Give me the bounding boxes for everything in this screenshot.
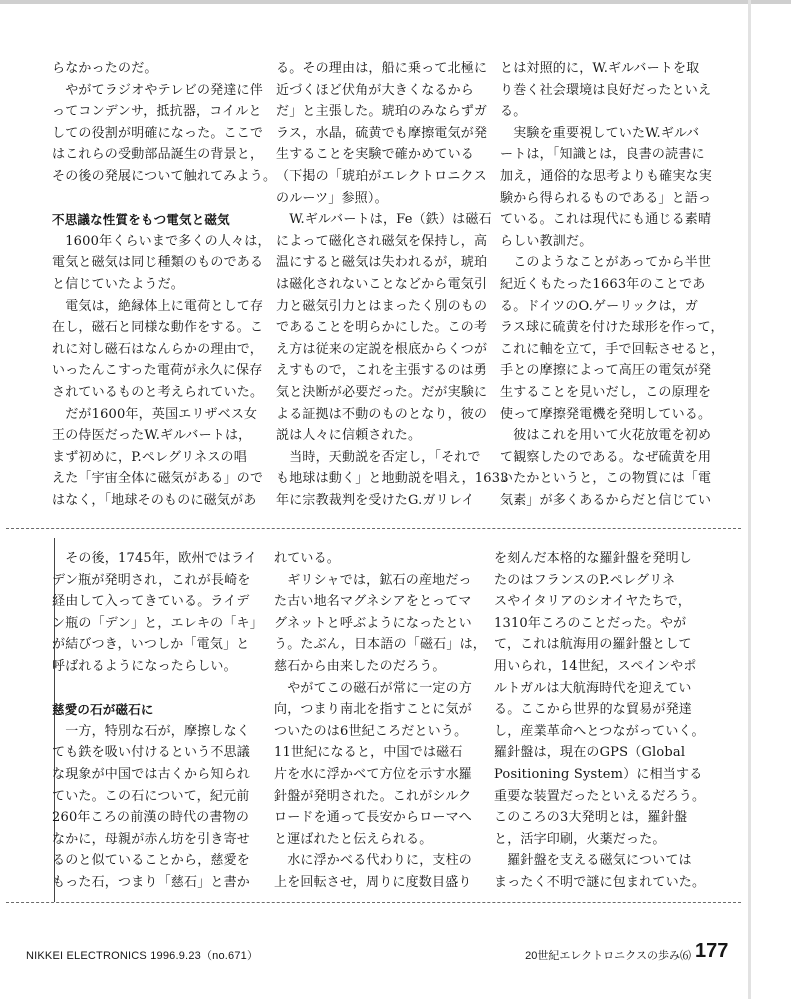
text-line: のルーツ」参照）。 — [276, 190, 388, 206]
text-line: W.ギルバートは，Fe（鉄）は磁石 — [276, 212, 492, 228]
text-line: なかに，母親が赤ん坊を引き寄せ — [52, 831, 251, 847]
text-line: が結びつき，いつしか「電気」と — [52, 637, 250, 653]
text-line: て，これは航海用の羅針盤として — [494, 637, 692, 653]
text-line: 年に宗教裁判を受けたG.ガリレイ — [276, 492, 475, 508]
column-1 — [52, 58, 276, 511]
text-line: とは対照的に，W.ギルバートを取 — [500, 61, 700, 76]
text-line: 水に浮かべる代わりに，支柱の — [274, 853, 473, 869]
text-line: れている。 — [274, 551, 341, 566]
text-line: 当時，天動説を否定し，「それで — [276, 449, 481, 465]
section-heading: 不思議な性質をもつ電気と磁気 — [52, 212, 230, 228]
text-line: る。ここから世界的な貿易が発達 — [494, 702, 693, 718]
text-line: いたかというと，この物質には「電 — [500, 471, 712, 487]
text-line: 経由して入ってきている。ライデ — [52, 594, 250, 610]
page-number: 177 — [695, 940, 729, 962]
text-line: 生することを実験で確かめている — [276, 147, 475, 163]
text-line: 呼ばれるようになったらしい。 — [52, 658, 237, 674]
text-line: るのと似ていることから，慈愛を — [52, 853, 251, 869]
text-line: 在し，磁石と同様な動作をする。こ — [52, 320, 264, 336]
section-heading: 慈愛の石が磁石に — [52, 702, 154, 718]
text-line: デン瓶が発明され，これが長崎を — [52, 572, 251, 588]
text-line: 向，つまり南北を指すことに気が — [274, 702, 473, 718]
section-divider-top — [6, 528, 741, 529]
text-line: はなく，「地球そのものに磁気があ — [52, 492, 257, 508]
column-2 — [276, 58, 509, 511]
text-line: ロードを通って長安からローマへ — [274, 810, 473, 826]
text-line: 使って摩擦発電機を発明している。 — [500, 406, 712, 422]
text-line: 加え，通俗的な思考よりも確実な実 — [500, 168, 712, 184]
text-line: はこれらの受動部品誕生の背景と， — [52, 147, 264, 163]
text-line: これに軸を立て，手で回転させると， — [500, 341, 725, 357]
text-line: 260年ころの前漢の時代の書物の — [52, 810, 250, 826]
column-6 — [494, 548, 705, 894]
text-line: もった石，つまり「慈石」と書か — [52, 874, 251, 890]
text-line: らしい教訓だ。 — [500, 233, 593, 249]
text-line: と運ばれたと伝えられる。 — [274, 831, 433, 847]
text-line: らなかったのだ。 — [52, 61, 158, 76]
text-line: であることを明らかにした。この考 — [276, 320, 488, 336]
column-3 — [500, 58, 724, 511]
text-line: その後，1745年，欧州ではライ — [52, 551, 258, 566]
text-line: 近づくほど伏角が大きくなるから — [276, 82, 475, 98]
section-divider-bottom — [6, 902, 741, 903]
text-line: によって磁化され磁気を保持し，高 — [276, 233, 488, 249]
text-line: 力と磁気引力とはまったく別のもの — [276, 298, 488, 314]
column-4 — [52, 548, 263, 894]
text-line: る。 — [500, 104, 527, 120]
text-line: 一方，特別な石が，摩擦しなく — [52, 723, 251, 739]
text-line: り巻く社会環境は良好だったといえ — [500, 82, 712, 98]
text-line: ていた。この石について，紀元前 — [52, 788, 250, 804]
text-line: 彼はこれを用いて火花放電を初め — [500, 428, 712, 444]
text-line: Positioning System）に相当する — [494, 766, 703, 782]
text-line: まず初めに，P.ペレグリネスの唱 — [52, 449, 247, 465]
text-line: と信じていたようだ。 — [52, 276, 185, 292]
text-line: 電気は，絶縁体上に電荷として存 — [52, 298, 264, 314]
text-line: だ」と主張した。琥珀のみならずガ — [276, 104, 488, 120]
text-line: よる証拠は不動のものとなり，彼の — [276, 406, 488, 422]
text-line: だが1600年，英国エリザベス女 — [52, 406, 258, 422]
paragraph-gap — [52, 678, 263, 700]
text-line: 慈石から由来したのだろう。 — [274, 658, 446, 674]
text-line: 片を水に浮かべて方位を示す水羅 — [274, 766, 473, 782]
text-line: 温にすると磁気は失われるが，琥珀 — [276, 255, 488, 271]
text-line: 重要な装置だったといえるだろう。 — [494, 788, 706, 804]
text-line: やがてこの磁石が常に一定の方 — [274, 680, 473, 696]
text-line: ラス，水晶，硫黄でも摩擦電気が発 — [276, 125, 488, 141]
text-line: まったく不明で謎に包まれていた。 — [494, 874, 706, 890]
text-line: （下掲の「琥珀がエレクトロニクス — [276, 168, 487, 184]
text-line: え方は従来の定説を根底からくつが — [276, 341, 488, 357]
text-line: 11世紀になると，中国では磁石 — [274, 745, 463, 761]
text-line: 電気と磁気は同じ種類のものである — [52, 255, 264, 271]
text-line: る。その理由は，船に乗って北極に — [276, 61, 488, 76]
text-line: スやイタリアのシオイヤたちで， — [494, 594, 691, 610]
text-line: ルトガルは大航海時代を迎えてい — [494, 680, 692, 696]
text-line: ン瓶の「デン」と，エレキの「キ」 — [52, 615, 263, 631]
scan-top-edge — [0, 0, 791, 4]
text-line: た古い地名マグネシアをとってマ — [274, 594, 472, 610]
text-line: ている。これは現代にも通じる素晴 — [500, 212, 712, 228]
text-line: ても鉄を吸い付けるという不思議 — [52, 745, 251, 761]
text-line: な現象が中国では古くから知られ — [52, 766, 251, 782]
text-line: されているものと考えられていた。 — [52, 384, 264, 400]
text-line: グネットと呼ぶようになったとい — [274, 615, 472, 631]
text-line: 実験を重要視していたW.ギルバ — [500, 125, 700, 141]
text-line: 王の侍医だったW.ギルバートは， — [52, 428, 252, 444]
text-line: このころの3大発明とは，羅針盤 — [494, 810, 688, 826]
text-line: れに対し磁石はなんらかの理由で， — [52, 341, 263, 357]
text-line: 験から得られるものである」と語っ — [500, 190, 712, 206]
text-line: このようなことがあってから半世 — [500, 255, 712, 271]
paragraph-gap — [52, 188, 276, 210]
text-line: を刻んだ本格的な羅針盤を発明し — [494, 551, 693, 566]
text-line: 上を回転させ，周りに度数目盛り — [274, 874, 472, 890]
footer-publication: NIKKEI ELECTRONICS 1996.9.23（no.671） — [26, 950, 259, 962]
text-line: 用いられ，14世紀，スペインやポ — [494, 658, 697, 674]
text-line: その後の発展について触れてみよう。 — [52, 168, 277, 184]
text-line: たのはフランスのP.ペレグリネ — [494, 572, 676, 588]
text-line: 1310年ころのことだった。やが — [494, 615, 687, 631]
text-line: 気と決断が必要だった。だが実験に — [276, 384, 488, 400]
text-line: いったんこすった電荷が永久に保存 — [52, 363, 263, 379]
text-line: えすもので，これを主張するのは勇 — [276, 363, 487, 379]
text-line: は磁化されないことなどから電気引 — [276, 276, 488, 292]
text-line: 気素」が多くあるからだと信じてい — [500, 492, 712, 508]
text-line: て観察したのである。なぜ硫黄を用 — [500, 449, 712, 465]
text-line: 生することを見いだし，この原理を — [500, 384, 712, 400]
text-line: る。ドイツのO.ゲーリックは，ガ — [500, 298, 699, 314]
text-line: も地球は動く」と地動説を唱え，1633 — [276, 471, 509, 487]
text-line: ってコンデンサ，抵抗器，コイルと — [52, 104, 262, 120]
text-line: ラス球に硫黄を付けた球形を作って， — [500, 320, 724, 336]
text-line: 1600年くらいまで多くの人々は， — [52, 233, 271, 249]
text-line: 手との摩擦によって高圧の電気が発 — [500, 363, 712, 379]
column-5 — [274, 548, 486, 894]
text-line: し，産業革命へとつながっていく。 — [494, 723, 705, 739]
text-line: 針盤が発明された。これがシルク — [274, 788, 472, 804]
text-line: ついたのは6世紀ころだという。 — [274, 723, 468, 739]
text-line: やがてラジオやテレビの発達に伴 — [52, 82, 263, 98]
text-line: ギリシャでは，鉱石の産地だっ — [274, 572, 472, 588]
scan-right-edge — [748, 0, 751, 999]
text-line: ートは，「知識とは，良書の読書に — [500, 147, 705, 163]
text-line: う。たぶん，日本語の「磁石」は， — [274, 637, 486, 653]
text-line: 羅針盤を支える磁気については — [494, 853, 692, 869]
footer-series-title: 20世紀エレクトロニクスの歩み⑹ — [525, 950, 691, 962]
text-line: と，活字印刷，火薬だった。 — [494, 831, 666, 847]
text-line: 羅針盤は，現在のGPS（Global — [494, 745, 686, 761]
text-line: しての役割が明確になった。ここで — [52, 125, 264, 141]
text-line: 説は人々に信頼された。 — [276, 428, 422, 444]
text-line: えた「宇宙全体に磁気がある」ので — [52, 471, 264, 487]
text-line: 紀近くもたった1663年のことであ — [500, 276, 706, 292]
